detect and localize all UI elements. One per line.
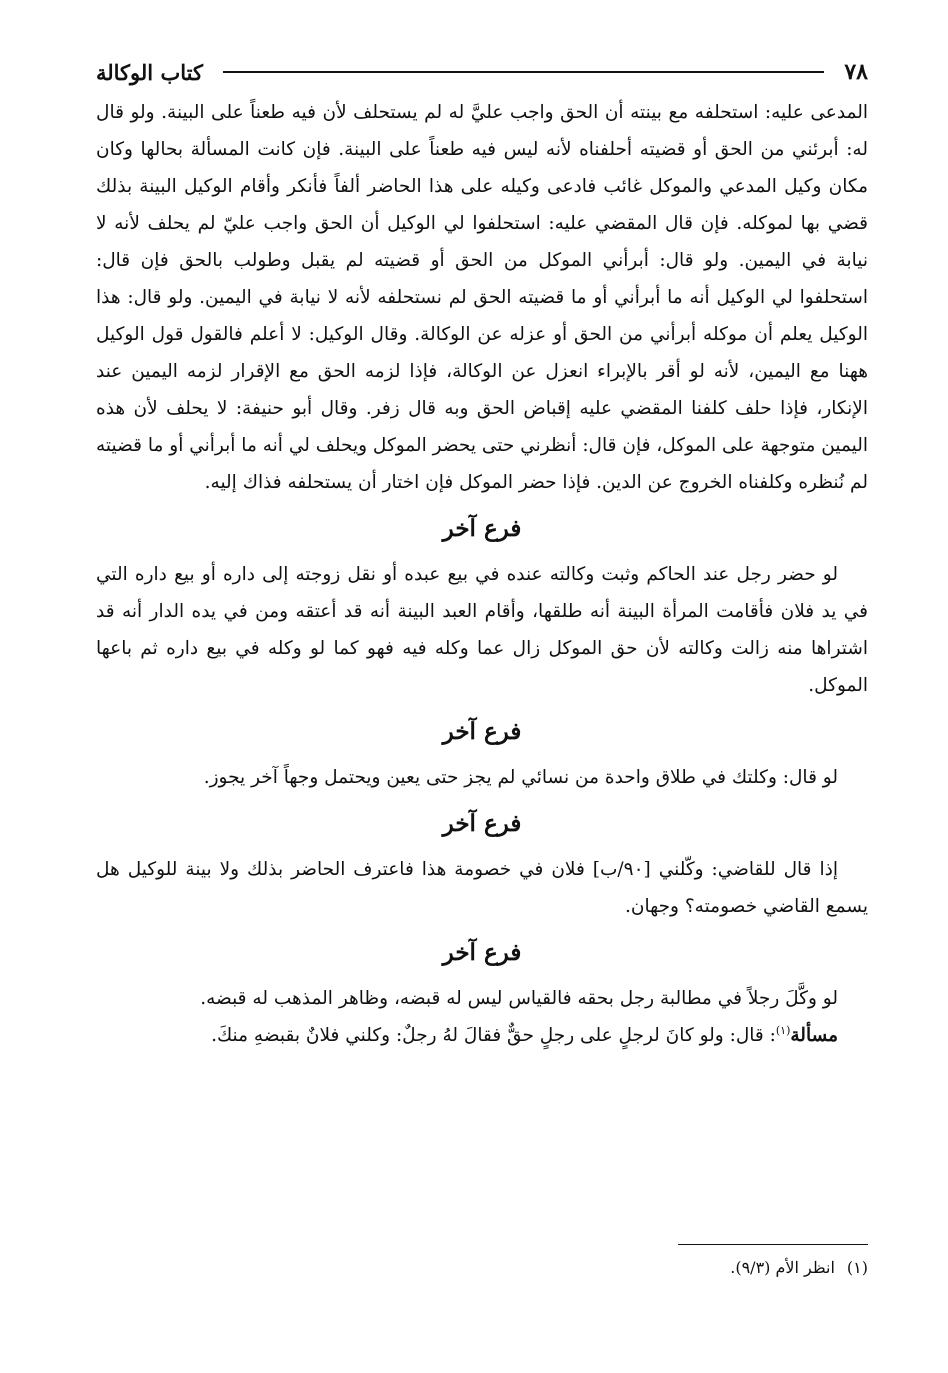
header-rule (223, 71, 824, 73)
issue-paragraph (96, 1017, 868, 1054)
page-number: ٧٨ (844, 59, 868, 85)
running-header (96, 50, 868, 94)
footnote-text: انظر الأم (٩/٣). (730, 1258, 835, 1277)
section-paragraph: إذا قال للقاضي: وكّلني [٩٠/ب] فلان في خصومة هذا فاعترف الحاضر بذلك ولا بينة للوكيل هل يسمع القاضي خصومته؟ وجهان. (96, 859, 868, 917)
opening-paragraph: المدعى عليه: استحلفه مع بينته أن الحق واجب عليَّ له لم يستحلف لأن فيه طعناً على البينة. ولو قال له: أبرئني من الحق أو قضيته أحلفناه لأنه ليس فيه طعناً على البينة. فإن كانت المسألة بحالها وكان مكان وكيل المدعي والموكل غائب فادعى وكيله على هذا الحاضر ألفاً فأنكر وأقام الوكيل البينة بذلك قضي بها لموكله. فإن قال المقضي عليه: استحلفوا لي الوكيل أن الحق واجب عليّ لم يحلف لأنه لا نيابة في اليمين. ولو قال: أبرأني الموكل من الحق أو قضيته لم يقبل وطولب بالحق فإن قال: استحلفوا لي الوكيل أنه ما أبرأني أو ما قضيته الحق لم نستحلفه لأنه لا نيابة في اليمين. ولو قال: هذا الوكيل يعلم أن موكله أبرأني من الحق أو عزله عن الوكالة. وقال الوكيل: لا أعلم فالقول قول الوكيل ههنا مع اليمين، لأنه لو أقر بالإبراء انعزل عن الوكالة، فإذا لزمه الحق مع الإقرار لزمه اليمين عند الإنكار، فإذا حلف كلفنا المقضي عليه إقباض الحق وبه قال زفر. وقال أبو حنيفة: لا يحلف لأن هذه اليمين متوجهة على الموكل، فإن قال: أنظرني حتى يحضر الموكل ويحلف لي أنه ما أبرأني أو ما قضيته لم نُنظره وكلفناه الخروج عن الدين. فإذا حضر الموكل فإن اختار أن يستحلفه فذاك إليه. (95, 102, 868, 493)
footnote (730, 1258, 868, 1277)
section-heading: فرع آخر (442, 810, 522, 837)
section-paragraph: لو حضر رجل عند الحاكم وثبت وكالته عنده في بيع عبده أو نقل زوجته إلى داره أو بيع داره التي في يد فلان فأقامت المرأة البينة أنه طلقها، وأقام العبد البينة أنه قد أعتقه ومن في يده الدار أنه قد اشتراها منه زالت وكالته لأن حق الموكل زال عما وكله فيه فهو كما لو وكله في بيع داره ثم باعها الموكل. (96, 564, 868, 696)
footnote-number: (١) (846, 1258, 868, 1277)
page (96, 50, 868, 1054)
footnote-marker[interactable]: (١) (775, 1023, 791, 1037)
section-heading: فرع آخر (442, 515, 522, 542)
footnote-rule (678, 1244, 868, 1245)
section-heading: فرع آخر (442, 718, 522, 745)
book-title: كتاب الوكالة (96, 59, 203, 85)
issue-text: : قال: ولو كانَ لرجلٍ على رجلٍ حقٌّ فقالَ لهُ رجلٌ: وكلني فلانٌ بقبضهِ منكَ. (211, 1025, 776, 1046)
section-paragraph: لو قال: وكلتك في طلاق واحدة من نسائي لم يجز حتى يعين ويحتمل وجهاً آخر يجوز. (203, 767, 838, 788)
issue-label: مسألة (790, 1025, 838, 1046)
section-paragraph: لو وكَّلَ رجلاً في مطالبة رجل بحقه فالقياس ليس له قبضه، وظاهر المذهب له قبضه. (200, 988, 838, 1009)
section-heading: فرع آخر (442, 939, 522, 966)
